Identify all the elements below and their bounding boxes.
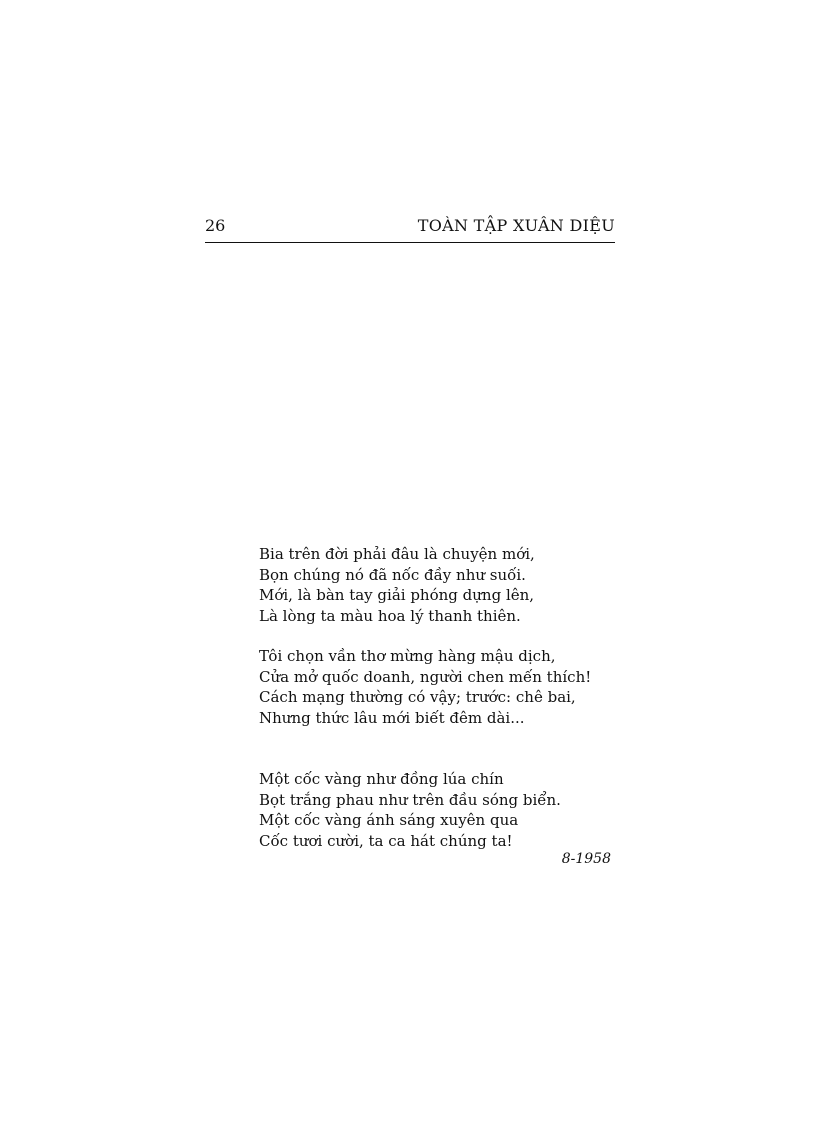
poem-line: Cách mạng thường có vậy; trước: chê bai, <box>259 688 576 706</box>
poem-line: Một cốc vàng ánh sáng xuyên qua <box>259 811 519 829</box>
poem-line: Bọt trắng phau như trên đầu sóng biển. <box>259 790 561 809</box>
poem-line: Là lòng ta màu hoa lý thanh thiên. <box>259 606 521 625</box>
running-title: TOÀN TẬP XUÂN DIỆU <box>417 216 615 235</box>
poem-line: Nhưng thức lâu mới biết đêm dài... <box>259 708 525 727</box>
poem <box>259 544 619 851</box>
poem-line: Cốc tươi cười, ta ca hát chúng ta! <box>259 831 513 850</box>
poem-date: 8-1958 <box>561 851 611 867</box>
page-header <box>205 214 615 243</box>
poem-line: Bọn chúng nó đã nốc đầy như suối. <box>259 565 526 584</box>
stanza-2 <box>259 646 619 728</box>
poem-line: Tôi chọn vần thơ mừng hàng mậu dịch, <box>259 647 556 665</box>
poem-line: Một cốc vàng như đồng lúa chín <box>259 770 504 788</box>
stanza-gap <box>259 728 619 769</box>
stanza-3 <box>259 769 619 851</box>
poem-line: Cửa mở quốc doanh, người chen mến thích! <box>259 667 592 686</box>
poem-line: Bia trên đời phải đâu là chuyện mới, <box>259 545 535 563</box>
poem-line: Mới, là bàn tay giải phóng dựng lên, <box>259 586 535 604</box>
page-number: 26 <box>205 216 226 235</box>
stanza-gap <box>259 626 619 646</box>
stanza-1 <box>259 544 619 626</box>
